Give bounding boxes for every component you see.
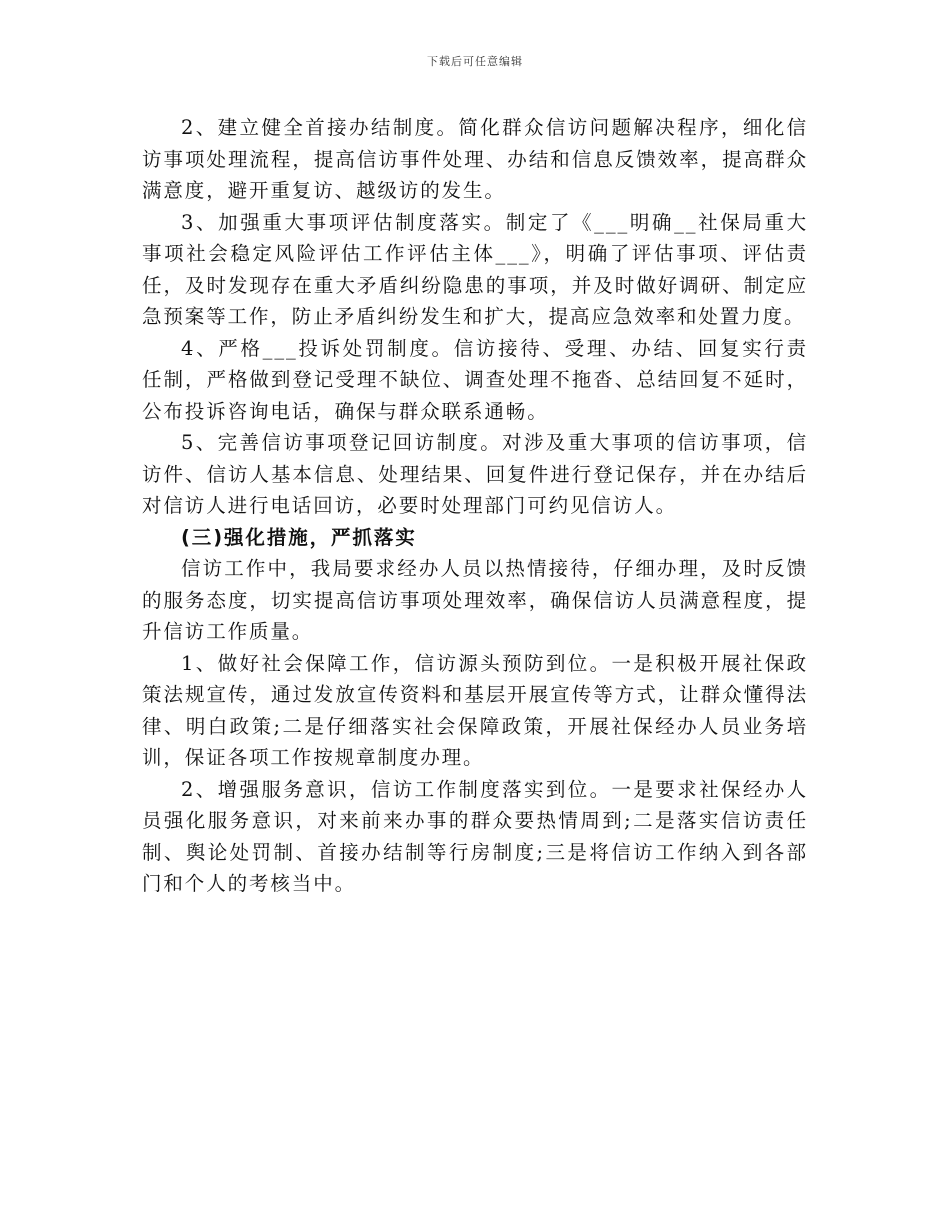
paragraph-major-matters-evaluation: 3、加强重大事项评估制度落实。制定了《___明确__社保局重大事项社会稳定风险评估工作评估主体___》，明确了评估事项、评估责任，及时发现存在重大矛盾纠纷隐患的事项，并及时做好调研、制定应急预案等工作，防止矛盾纠纷发生和扩大，提高应急效率和处置力度。 xyxy=(142,210,808,328)
paragraph-registration-revisit: 5、完善信访事项登记回访制度。对涉及重大事项的信访事项，信访件、信访人基本信息、处理结果、回复件进行登记保存，并在办结后对信访人进行电话回访，必要时处理部门可约见信访人。 xyxy=(142,431,808,517)
section-heading: (三)强化措施，严抓落实 xyxy=(181,525,417,549)
page-header: 下载后可任意编辑 xyxy=(427,55,523,68)
paragraph-social-security-work: 1、做好社会保障工作，信访源头预防到位。一是积极开展社保政策法规宣传，通过发放宣传资料和基层开展宣传等方式，让群众懂得法律、明白政策;二是仔细落实社会保障政策，开展社保经办人员业务培训，保证各项工作按规章制度办理。 xyxy=(142,651,808,769)
paragraph-first-contact-system: 2、建立健全首接办结制度。简化群众信访问题解决程序，细化信访事项处理流程，提高信访事件处理、办结和信息反馈效率，提高群众满意度，避开重复访、越级访的发生。 xyxy=(142,116,808,202)
paragraph-service-awareness: 2、增强服务意识，信访工作制度落实到位。一是要求社保经办人员强化服务意识，对来前来办事的群众要热情周到;二是落实信访责任制、舆论处罚制、首接办结制等行房制度;三是将信访工作纳入到各部门和个人的考核当中。 xyxy=(142,777,808,895)
document-body xyxy=(142,112,808,900)
paragraph-service-attitude: 信访工作中，我局要求经办人员以热情接待，仔细办理，及时反馈的服务态度，切实提高信访事项处理效率，确保信访人员满意程度，提升信访工作质量。 xyxy=(142,557,808,643)
paragraph-complaint-penalty: 4、严格___投诉处罚制度。信访接待、受理、办结、回复实行责任制，严格做到登记受理不缺位、调查处理不拖沓、总结回复不延时，公布投诉咨询电话，确保与群众联系通畅。 xyxy=(142,336,808,423)
